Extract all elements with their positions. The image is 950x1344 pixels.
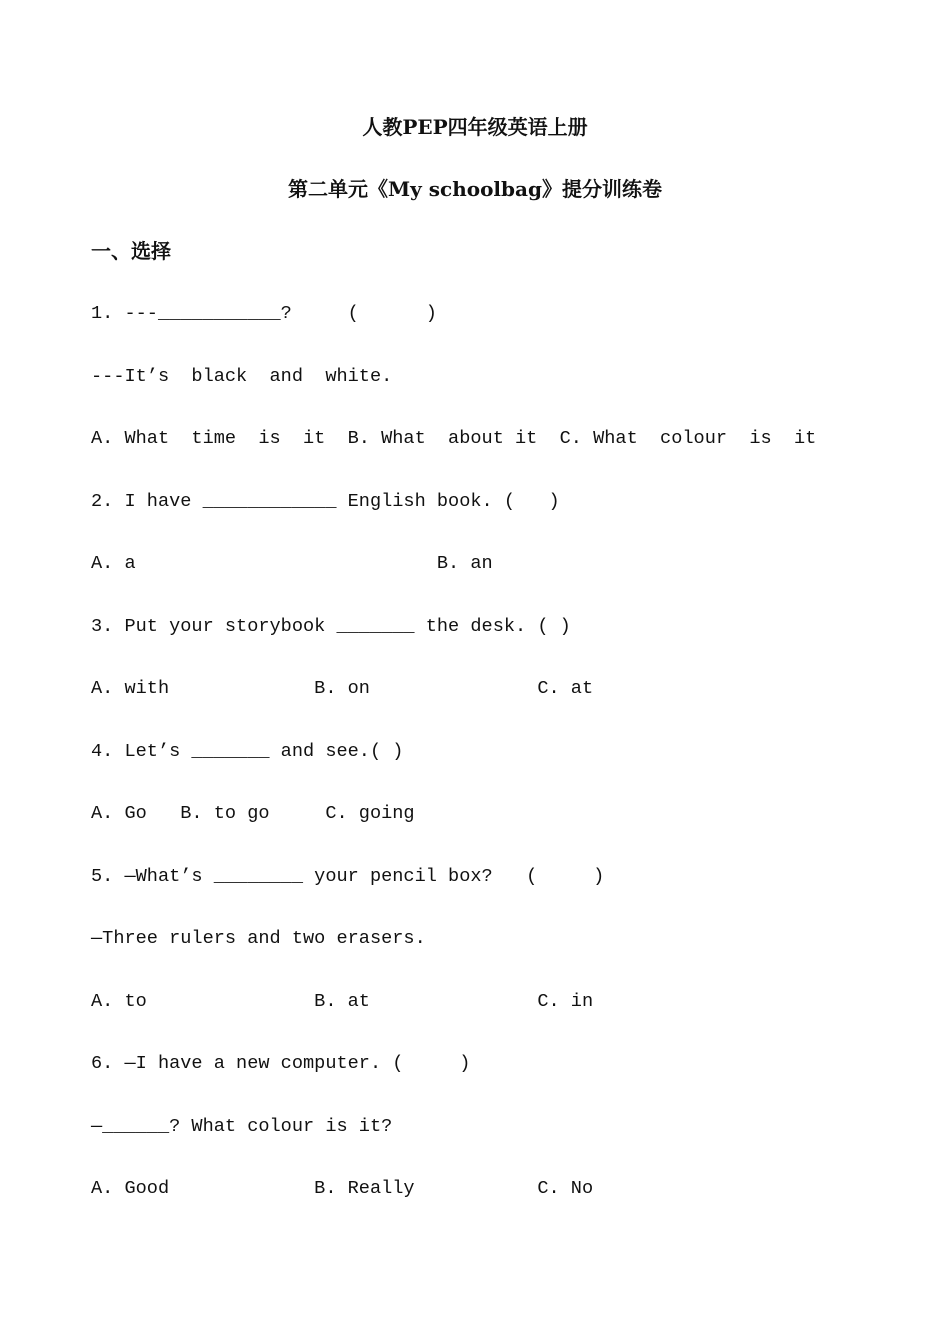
question-3-prompt: 3. Put your storybook _______ the desk. ( )	[91, 616, 571, 637]
question-3-options: A. with B. on C. at	[91, 678, 594, 699]
document-title: 人教PEP四年级英语上册	[362, 115, 588, 139]
question-6-options: A. Good B. Really C. No	[91, 1178, 594, 1199]
question-6-prompt: 6. —I have a new computer. ( )	[91, 1053, 471, 1074]
question-2-options: A. a B. an	[91, 553, 493, 574]
question-2-prompt: 2. I have ____________ English book. ( )	[91, 491, 560, 512]
section-heading: 一、选择	[91, 239, 171, 263]
document-subtitle: 第二单元《My schoolbag》提分训练卷	[288, 177, 662, 201]
question-5-options: A. to B. at C. in	[91, 991, 594, 1012]
question-1-prompt: 1. ---___________? ( )	[91, 303, 437, 324]
question-1-options: A. What time is it B. What about it C. What colour is it	[91, 428, 817, 449]
question-5-prompt: 5. —What’s ________ your pencil box? ( )	[91, 866, 605, 887]
question-6-response: —______? What colour is it?	[91, 1116, 393, 1137]
question-1-response: ---It’s black and white.	[91, 366, 393, 387]
question-4-options: A. Go B. to go C. going	[91, 803, 415, 824]
question-5-response: —Three rulers and two erasers.	[91, 928, 426, 949]
question-4-prompt: 4. Let’s _______ and see.( )	[91, 741, 404, 762]
